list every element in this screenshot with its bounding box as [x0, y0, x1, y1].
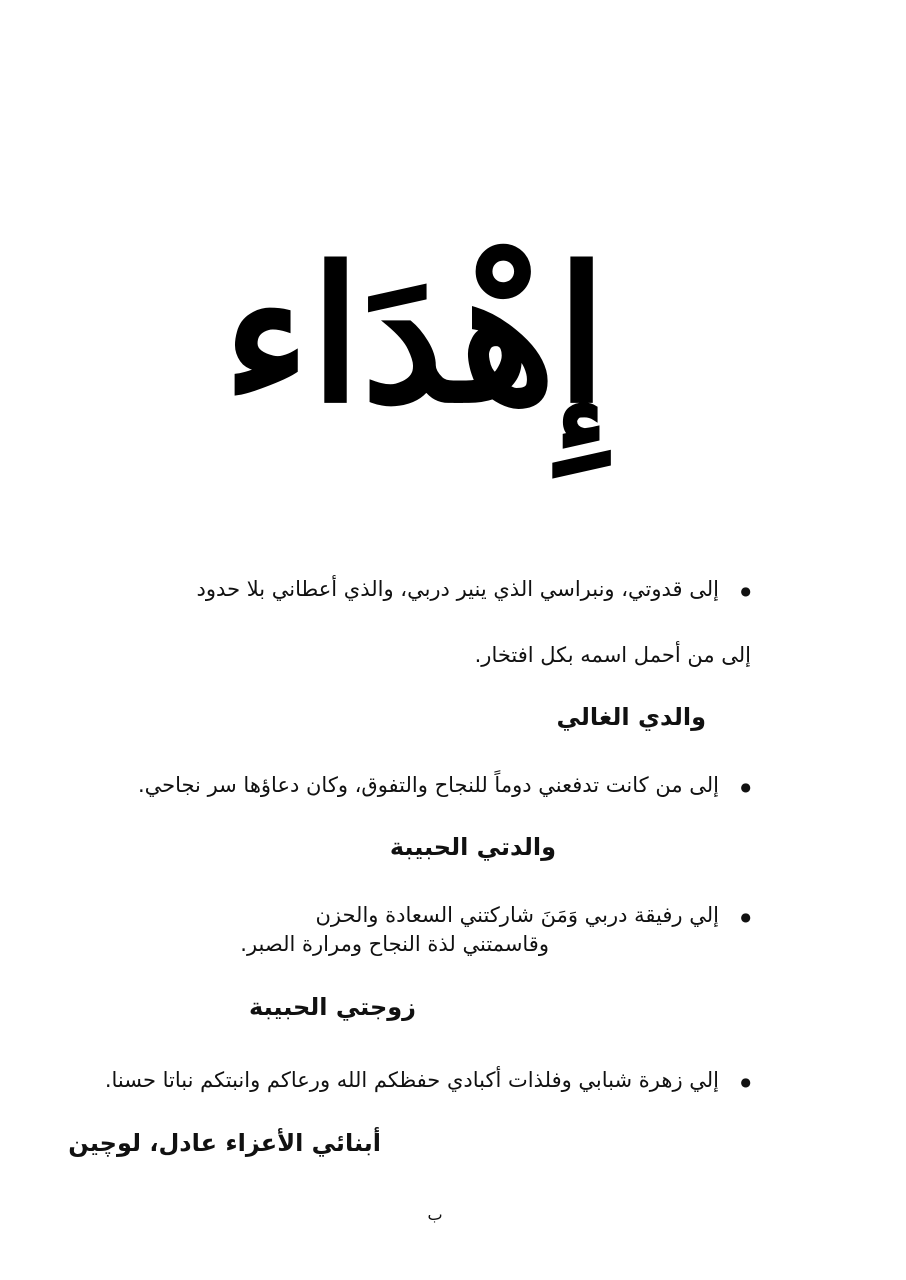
heading-children: أبنائي الأعزاء عادل، لوچين	[68, 1129, 381, 1157]
heading-wife: زوجتي الحبيبة	[249, 993, 416, 1021]
dedication-line-mother: ● إلى من كانت تدفعني دوماً للنجاح والتفوق، وكان دعاؤها سر نجاحي.	[138, 773, 751, 797]
calligraphy-title	[222, 195, 608, 485]
dedication-line-father-2: إلى من أحمل اسمه بكل افتخار.	[474, 643, 751, 667]
heading-mother: والدتي الحبيبة	[389, 833, 556, 861]
dedication-line-children: ● إلي زهرة شبابي وفلذات أكبادي حفظكم الله ورعاكم وانبتكم نباتا حسنا.	[105, 1068, 751, 1092]
page-number: ب	[427, 1205, 443, 1224]
dedication-line-wife-2: وقاسمتني لذة النجاح ومرارة الصبر.	[240, 932, 549, 956]
dedication-line-father-1: ● إلى قدوتي، ونبراسي الذي ينير دربي، والذي أعطاني بلا حدود	[197, 577, 751, 601]
dedication-title	[222, 195, 608, 485]
dedication-line-wife-1: ● إلي رفيقة دربي وَمَنَ شاركتني السعادة والحزن	[315, 903, 751, 927]
heading-father: والدي الغالي	[556, 703, 706, 731]
title-text: إِهْدَاء	[222, 226, 608, 444]
